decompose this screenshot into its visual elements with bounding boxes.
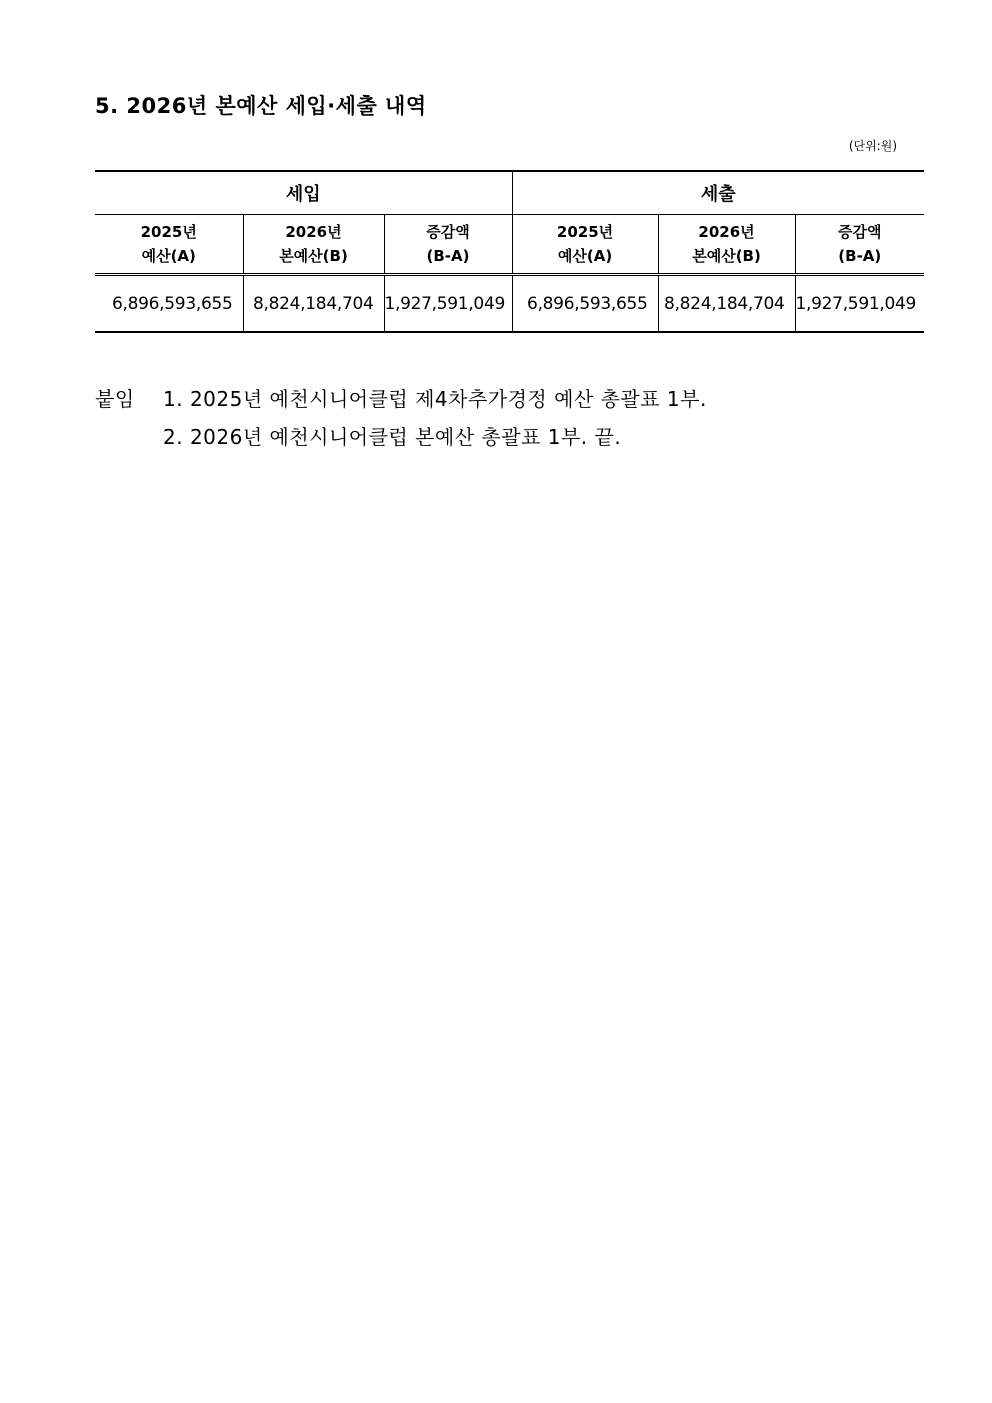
section-title: 5. 2026년 본예산 세입·세출 내역 <box>95 94 427 118</box>
expenditure-group-header: 세출 <box>512 171 924 215</box>
group-header-row <box>95 171 924 215</box>
column-header: 증감액 (B-A) <box>384 215 512 275</box>
column-header: 2026년 본예산(B) <box>243 215 384 275</box>
table-cell: 6,896,593,655 <box>512 275 658 333</box>
table-cell: 8,824,184,704 <box>243 275 384 333</box>
revenue-group-header: 세입 <box>95 171 512 215</box>
attachment-item: 1. 2025년 예천시니어클럽 제4차추가경정 예산 총괄표 1부. <box>163 387 707 411</box>
attachment-item: 2. 2026년 예천시니어클럽 본예산 총괄표 1부. 끝. <box>163 425 622 449</box>
unit-note: (단위:원) <box>848 139 897 153</box>
table-row <box>95 275 924 333</box>
table-cell: 8,824,184,704 <box>658 275 795 333</box>
attachments <box>95 380 707 456</box>
column-header: 2026년 본예산(B) <box>658 215 795 275</box>
table-cell: 6,896,593,655 <box>95 275 243 333</box>
column-header: 증감액 (B-A) <box>795 215 924 275</box>
table-cell: 1,927,591,049 <box>795 275 924 333</box>
attachments-label: 붙임 <box>95 387 135 411</box>
column-header-row <box>95 215 924 275</box>
column-header: 2025년 예산(A) <box>512 215 658 275</box>
budget-table <box>95 170 924 333</box>
column-header: 2025년 예산(A) <box>95 215 243 275</box>
table-cell: 1,927,591,049 <box>384 275 512 333</box>
